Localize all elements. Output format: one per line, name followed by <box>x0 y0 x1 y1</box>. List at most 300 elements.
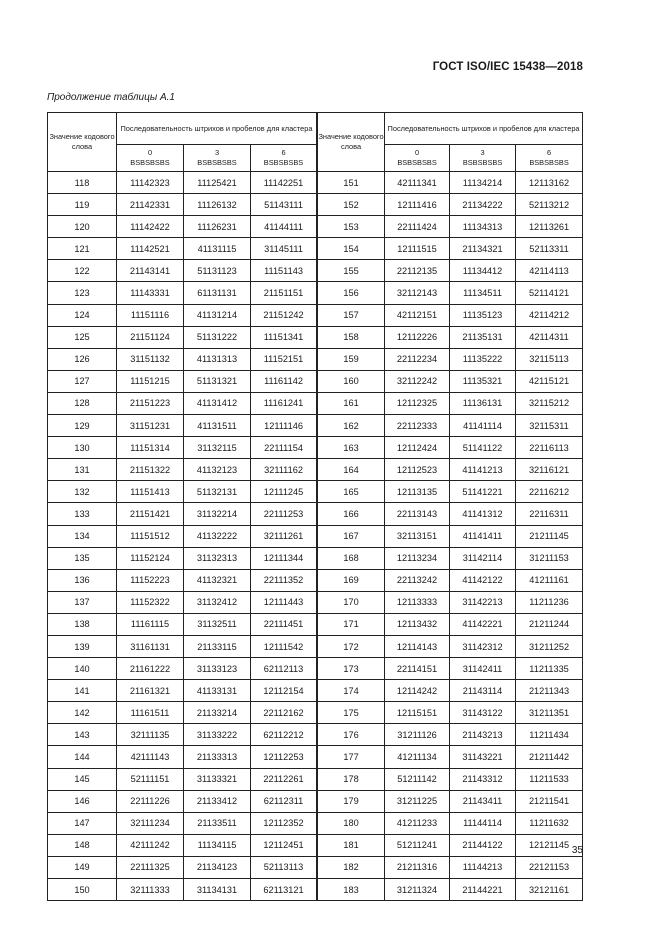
codeword-cell: 145 <box>48 768 117 790</box>
cluster-6-cell: 22116113 <box>516 437 583 459</box>
cluster-0-cell: 21142331 <box>117 194 184 216</box>
table-row <box>48 260 583 282</box>
cluster-3-cell: 21133511 <box>184 812 251 834</box>
cluster-0-cell: 32112242 <box>385 370 450 392</box>
cluster-3-cell: 21144221 <box>450 879 516 901</box>
cluster-0-cell: 12112226 <box>385 326 450 348</box>
codeword-cell: 121 <box>48 238 117 260</box>
cluster-3-cell: 31134131 <box>184 879 251 901</box>
cluster-3-cell: 31132412 <box>184 591 251 613</box>
cluster-6-cell: 22111154 <box>251 437 317 459</box>
cluster-6-cell: 32111261 <box>251 525 317 547</box>
cluster-0-cell: 21211316 <box>385 856 450 878</box>
table-row <box>48 569 583 591</box>
cluster-3-cell: 41132123 <box>184 459 251 481</box>
cluster-0-cell: 12111515 <box>385 238 450 260</box>
cluster-3-cell: 11125421 <box>184 172 251 194</box>
cluster-0-cell: 12112325 <box>385 392 450 414</box>
table-row <box>48 635 583 657</box>
cluster-6-cell: 42114311 <box>516 326 583 348</box>
cluster-3-cell: 41131412 <box>184 392 251 414</box>
cluster-6-cell: 21211442 <box>516 746 583 768</box>
codeword-cell: 143 <box>48 724 117 746</box>
cluster-0-cell: 12113432 <box>385 613 450 635</box>
cluster-6-cell: 11151143 <box>251 260 317 282</box>
codeword-cell: 144 <box>48 746 117 768</box>
table-row <box>48 282 583 304</box>
cluster-3-cell: 11135123 <box>450 304 516 326</box>
cluster-3-cell: 21143411 <box>450 790 516 812</box>
codeword-cell: 156 <box>318 282 385 304</box>
cluster-6-cell: 21211244 <box>516 613 583 635</box>
cluster-6-cell: 42114212 <box>516 304 583 326</box>
codeword-cell: 126 <box>48 348 117 370</box>
codeword-cell: 134 <box>48 525 117 547</box>
cluster-0-cell: 21151322 <box>117 459 184 481</box>
cluster-6-cell: 12111542 <box>251 635 317 657</box>
cluster-number: 0 <box>414 148 420 157</box>
codeword-cell: 135 <box>48 547 117 569</box>
cluster-6-cell: 62113121 <box>251 879 317 901</box>
cluster-3-cell: 31142411 <box>450 658 516 680</box>
cluster-3-cell: 11144213 <box>450 856 516 878</box>
codeword-cell: 167 <box>318 525 385 547</box>
cluster-3-cell: 11134214 <box>450 172 516 194</box>
cluster-3-cell: 31133321 <box>184 768 251 790</box>
cluster-header <box>450 145 516 172</box>
cluster-pattern: BSBSBSBS <box>529 158 569 167</box>
cluster-0-cell: 11161511 <box>117 702 184 724</box>
cluster-0-cell: 11152223 <box>117 569 184 591</box>
cluster-3-cell: 11134313 <box>450 216 516 238</box>
cluster-3-cell: 41132321 <box>184 569 251 591</box>
cluster-0-cell: 11142422 <box>117 216 184 238</box>
cluster-3-cell: 21133412 <box>184 790 251 812</box>
cluster-6-cell: 11151341 <box>251 326 317 348</box>
codeword-cell: 161 <box>318 392 385 414</box>
cluster-0-cell: 12112424 <box>385 437 450 459</box>
table-row <box>48 326 583 348</box>
codeword-cell: 136 <box>48 569 117 591</box>
cluster-0-cell: 12113135 <box>385 481 450 503</box>
cluster-0-cell: 42111341 <box>385 172 450 194</box>
cluster-3-cell: 31142114 <box>450 547 516 569</box>
codeword-cell: 138 <box>48 613 117 635</box>
codeword-cell: 160 <box>318 370 385 392</box>
table-row <box>48 348 583 370</box>
cluster-pattern: BSBSBSBS <box>397 158 437 167</box>
cluster-6-cell: 11161142 <box>251 370 317 392</box>
cluster-0-cell: 22112234 <box>385 348 450 370</box>
cluster-0-cell: 51211241 <box>385 834 450 856</box>
codeword-cell: 123 <box>48 282 117 304</box>
cluster-6-cell: 22111451 <box>251 613 317 635</box>
cluster-0-cell: 11161115 <box>117 613 184 635</box>
table-row <box>48 856 583 878</box>
cluster-number: 6 <box>281 148 286 157</box>
cluster-header <box>117 145 184 172</box>
cluster-3-cell: 41131115 <box>184 238 251 260</box>
codeword-cell: 174 <box>318 680 385 702</box>
cluster-6-cell: 22111352 <box>251 569 317 591</box>
codeword-cell: 131 <box>48 459 117 481</box>
cluster-6-cell: 62112113 <box>251 658 317 680</box>
cluster-3-cell: 11135222 <box>450 348 516 370</box>
table-row <box>48 746 583 768</box>
cluster-3-cell: 21133214 <box>184 702 251 724</box>
codeword-cell: 168 <box>318 547 385 569</box>
codeword-cell: 181 <box>318 834 385 856</box>
codeword-cell: 171 <box>318 613 385 635</box>
cluster-6-cell: 12112352 <box>251 812 317 834</box>
table-row <box>48 194 583 216</box>
codeword-cell: 182 <box>318 856 385 878</box>
cluster-6-cell: 41211161 <box>516 569 583 591</box>
table-row <box>48 613 583 635</box>
codeword-cell: 147 <box>48 812 117 834</box>
codeword-cell: 163 <box>318 437 385 459</box>
cluster-0-cell: 22113143 <box>385 503 450 525</box>
table-row <box>48 658 583 680</box>
codeword-cell: 176 <box>318 724 385 746</box>
cluster-6-cell: 42114113 <box>516 260 583 282</box>
cluster-0-cell: 32112143 <box>385 282 450 304</box>
codeword-cell: 140 <box>48 658 117 680</box>
cluster-6-cell: 22116311 <box>516 503 583 525</box>
cluster-6-cell: 32111162 <box>251 459 317 481</box>
cluster-6-cell: 12112253 <box>251 746 317 768</box>
cluster-3-cell: 41141114 <box>450 415 516 437</box>
cluster-header <box>385 145 450 172</box>
cluster-3-cell: 21143312 <box>450 768 516 790</box>
cluster-3-cell: 21133313 <box>184 746 251 768</box>
cluster-6-cell: 12111443 <box>251 591 317 613</box>
cluster-0-cell: 21151223 <box>117 392 184 414</box>
table-row <box>48 304 583 326</box>
table-row <box>48 172 583 194</box>
cluster-3-cell: 21143213 <box>450 724 516 746</box>
cluster-0-cell: 41211233 <box>385 812 450 834</box>
cluster-0-cell: 32111135 <box>117 724 184 746</box>
cluster-6-cell: 12111146 <box>251 415 317 437</box>
cluster-0-cell: 51211142 <box>385 768 450 790</box>
cluster-0-cell: 21161321 <box>117 680 184 702</box>
cluster-6-cell: 21151242 <box>251 304 317 326</box>
table-row <box>48 437 583 459</box>
cluster-3-cell: 51141221 <box>450 481 516 503</box>
cluster-3-cell: 41142221 <box>450 613 516 635</box>
codeword-cell: 153 <box>318 216 385 238</box>
cluster-3-cell: 31133222 <box>184 724 251 746</box>
cluster-0-cell: 11151116 <box>117 304 184 326</box>
table-row <box>48 216 583 238</box>
cluster-3-cell: 31142213 <box>450 591 516 613</box>
cluster-3-cell: 61131131 <box>184 282 251 304</box>
cluster-3-cell: 41141312 <box>450 503 516 525</box>
cluster-6-cell: 12113162 <box>516 172 583 194</box>
table-row <box>48 768 583 790</box>
cluster-3-cell: 11134412 <box>450 260 516 282</box>
codeword-cell: 180 <box>318 812 385 834</box>
cluster-0-cell: 12114143 <box>385 635 450 657</box>
codeword-cell: 158 <box>318 326 385 348</box>
cluster-3-cell: 11134511 <box>450 282 516 304</box>
cluster-6-cell: 21211541 <box>516 790 583 812</box>
table-row <box>48 591 583 613</box>
cluster-0-cell: 21143141 <box>117 260 184 282</box>
codeword-cell: 177 <box>318 746 385 768</box>
cluster-0-cell: 22111424 <box>385 216 450 238</box>
codeword-cell: 154 <box>318 238 385 260</box>
table-row <box>48 392 583 414</box>
table-row <box>48 370 583 392</box>
cluster-6-cell: 12111344 <box>251 547 317 569</box>
codeword-cell: 122 <box>48 260 117 282</box>
cluster-3-cell: 31143122 <box>450 702 516 724</box>
table-row <box>48 547 583 569</box>
table-row <box>48 724 583 746</box>
cluster-0-cell: 42111242 <box>117 834 184 856</box>
cluster-0-cell: 12112523 <box>385 459 450 481</box>
codeword-cell: 166 <box>318 503 385 525</box>
table-row <box>48 459 583 481</box>
cluster-6-cell: 31211252 <box>516 635 583 657</box>
codeword-cell: 124 <box>48 304 117 326</box>
codeword-cell: 139 <box>48 635 117 657</box>
cluster-pattern: BSBSBSBS <box>462 158 503 167</box>
cluster-6-cell: 11211236 <box>516 591 583 613</box>
cluster-0-cell: 22111226 <box>117 790 184 812</box>
cluster-3-cell: 41131214 <box>184 304 251 326</box>
sequence-column-header: Последовательность штрихов и пробелов для кластера <box>117 113 317 145</box>
cluster-3-cell: 41142122 <box>450 569 516 591</box>
cluster-3-cell: 31132214 <box>184 503 251 525</box>
table-row <box>48 238 583 260</box>
cluster-0-cell: 11151413 <box>117 481 184 503</box>
cluster-3-cell: 11126231 <box>184 216 251 238</box>
cluster-3-cell: 51131123 <box>184 260 251 282</box>
codeword-cell: 142 <box>48 702 117 724</box>
document-standard-header: ГОСТ ISO/IEC 15438—2018 <box>432 61 583 73</box>
cluster-6-cell: 32121161 <box>516 879 583 901</box>
codeword-cell: 118 <box>48 172 117 194</box>
codeword-column-header: Значение кодового слова <box>318 113 385 172</box>
codeword-cell: 120 <box>48 216 117 238</box>
cluster-3-cell: 41141213 <box>450 459 516 481</box>
cluster-6-cell: 31211351 <box>516 702 583 724</box>
cluster-3-cell: 11136131 <box>450 392 516 414</box>
codeword-cell: 179 <box>318 790 385 812</box>
codeword-cell: 165 <box>318 481 385 503</box>
cluster-0-cell: 31211324 <box>385 879 450 901</box>
codeword-cell: 159 <box>318 348 385 370</box>
cluster-0-cell: 21161222 <box>117 658 184 680</box>
cluster-header <box>516 145 583 172</box>
cluster-3-cell: 51132131 <box>184 481 251 503</box>
cluster-6-cell: 62112212 <box>251 724 317 746</box>
cluster-6-cell: 12112451 <box>251 834 317 856</box>
cluster-0-cell: 11151512 <box>117 525 184 547</box>
cluster-6-cell: 21151151 <box>251 282 317 304</box>
cluster-6-cell: 32115311 <box>516 415 583 437</box>
cluster-0-cell: 31211225 <box>385 790 450 812</box>
cluster-number: 0 <box>147 148 153 157</box>
cluster-6-cell: 51143111 <box>251 194 317 216</box>
cluster-pattern: BSBSBSBS <box>130 158 170 167</box>
cluster-3-cell: 21134222 <box>450 194 516 216</box>
codeword-cell: 164 <box>318 459 385 481</box>
cluster-6-cell: 22111253 <box>251 503 317 525</box>
cluster-6-cell: 31145111 <box>251 238 317 260</box>
cluster-0-cell: 42111143 <box>117 746 184 768</box>
table-row <box>48 702 583 724</box>
cluster-6-cell: 32115212 <box>516 392 583 414</box>
cluster-3-cell: 41132222 <box>184 525 251 547</box>
table-row <box>48 879 583 901</box>
cluster-6-cell: 11211335 <box>516 658 583 680</box>
cluster-3-cell: 31142312 <box>450 635 516 657</box>
cluster-3-cell: 21143114 <box>450 680 516 702</box>
cluster-3-cell: 31133123 <box>184 658 251 680</box>
table-row <box>48 790 583 812</box>
codeword-cell: 132 <box>48 481 117 503</box>
cluster-number: 3 <box>480 148 485 157</box>
cluster-6-cell: 11142251 <box>251 172 317 194</box>
cluster-0-cell: 11142521 <box>117 238 184 260</box>
table-body <box>48 172 583 901</box>
cluster-6-cell: 32116121 <box>516 459 583 481</box>
cluster-3-cell: 11144114 <box>450 812 516 834</box>
codeword-table <box>47 112 583 901</box>
cluster-0-cell: 42112151 <box>385 304 450 326</box>
cluster-6-cell: 52113212 <box>516 194 583 216</box>
cluster-6-cell: 12121145 <box>516 834 583 856</box>
cluster-0-cell: 11152124 <box>117 547 184 569</box>
cluster-6-cell: 11161241 <box>251 392 317 414</box>
cluster-header <box>184 145 251 172</box>
cluster-6-cell: 11211632 <box>516 812 583 834</box>
cluster-0-cell: 21151124 <box>117 326 184 348</box>
table-row <box>48 481 583 503</box>
cluster-6-cell: 21211343 <box>516 680 583 702</box>
cluster-3-cell: 31132313 <box>184 547 251 569</box>
cluster-0-cell: 21151421 <box>117 503 184 525</box>
cluster-3-cell: 21134321 <box>450 238 516 260</box>
cluster-0-cell: 22114151 <box>385 658 450 680</box>
codeword-cell: 129 <box>48 415 117 437</box>
cluster-6-cell: 52113311 <box>516 238 583 260</box>
cluster-0-cell: 22112135 <box>385 260 450 282</box>
cluster-0-cell: 11142323 <box>117 172 184 194</box>
codeword-cell: 130 <box>48 437 117 459</box>
cluster-3-cell: 11134115 <box>184 834 251 856</box>
cluster-6-cell: 41144111 <box>251 216 317 238</box>
cluster-3-cell: 31132115 <box>184 437 251 459</box>
cluster-0-cell: 41211134 <box>385 746 450 768</box>
codeword-column-header: Значение кодового слова <box>48 113 117 172</box>
codeword-cell: 173 <box>318 658 385 680</box>
codeword-cell: 133 <box>48 503 117 525</box>
cluster-header <box>251 145 317 172</box>
codeword-cell: 175 <box>318 702 385 724</box>
cluster-3-cell: 21134123 <box>184 856 251 878</box>
cluster-0-cell: 22111325 <box>117 856 184 878</box>
codeword-cell: 137 <box>48 591 117 613</box>
table-row <box>48 525 583 547</box>
cluster-0-cell: 31211126 <box>385 724 450 746</box>
cluster-6-cell: 11211533 <box>516 768 583 790</box>
cluster-0-cell: 22113242 <box>385 569 450 591</box>
cluster-3-cell: 41131313 <box>184 348 251 370</box>
codeword-cell: 150 <box>48 879 117 901</box>
cluster-number: 3 <box>214 148 220 157</box>
cluster-3-cell: 51131321 <box>184 370 251 392</box>
cluster-number: 6 <box>546 148 552 157</box>
cluster-0-cell: 11151314 <box>117 437 184 459</box>
cluster-6-cell: 12111245 <box>251 481 317 503</box>
cluster-0-cell: 12111416 <box>385 194 450 216</box>
cluster-pattern: BSBSBSBS <box>263 158 304 167</box>
table-row <box>48 680 583 702</box>
codeword-cell: 119 <box>48 194 117 216</box>
cluster-0-cell: 31151231 <box>117 415 184 437</box>
codeword-cell: 141 <box>48 680 117 702</box>
codeword-cell: 152 <box>318 194 385 216</box>
cluster-0-cell: 11151215 <box>117 370 184 392</box>
cluster-6-cell: 42115121 <box>516 370 583 392</box>
cluster-pattern: BSBSBSBS <box>197 158 237 167</box>
cluster-6-cell: 11152151 <box>251 348 317 370</box>
cluster-0-cell: 12114242 <box>385 680 450 702</box>
table-row <box>48 834 583 856</box>
cluster-6-cell: 31211153 <box>516 547 583 569</box>
cluster-6-cell: 11211434 <box>516 724 583 746</box>
cluster-0-cell: 32111333 <box>117 879 184 901</box>
cluster-0-cell: 31161131 <box>117 635 184 657</box>
cluster-0-cell: 12113333 <box>385 591 450 613</box>
codeword-cell: 162 <box>318 415 385 437</box>
cluster-6-cell: 22112162 <box>251 702 317 724</box>
codeword-cell: 146 <box>48 790 117 812</box>
cluster-3-cell: 41133131 <box>184 680 251 702</box>
table-caption: Продолжение таблицы А.1 <box>47 92 175 103</box>
cluster-0-cell: 11143331 <box>117 282 184 304</box>
cluster-0-cell: 11152322 <box>117 591 184 613</box>
codeword-cell: 127 <box>48 370 117 392</box>
cluster-6-cell: 22121153 <box>516 856 583 878</box>
codeword-cell: 151 <box>318 172 385 194</box>
cluster-3-cell: 11135321 <box>450 370 516 392</box>
cluster-6-cell: 22116212 <box>516 481 583 503</box>
cluster-6-cell: 12113261 <box>516 216 583 238</box>
cluster-3-cell: 41131511 <box>184 415 251 437</box>
sequence-column-header: Последовательность штрихов и пробелов для кластера <box>385 113 583 145</box>
cluster-6-cell: 52114121 <box>516 282 583 304</box>
codeword-cell: 170 <box>318 591 385 613</box>
cluster-6-cell: 21211145 <box>516 525 583 547</box>
codeword-cell: 125 <box>48 326 117 348</box>
codeword-cell: 149 <box>48 856 117 878</box>
cluster-0-cell: 32113151 <box>385 525 450 547</box>
cluster-6-cell: 32115113 <box>516 348 583 370</box>
codeword-cell: 183 <box>318 879 385 901</box>
page-number: 35 <box>571 845 583 856</box>
cluster-0-cell: 32111234 <box>117 812 184 834</box>
cluster-3-cell: 41141411 <box>450 525 516 547</box>
cluster-3-cell: 21144122 <box>450 834 516 856</box>
cluster-0-cell: 31151132 <box>117 348 184 370</box>
codeword-cell: 178 <box>318 768 385 790</box>
